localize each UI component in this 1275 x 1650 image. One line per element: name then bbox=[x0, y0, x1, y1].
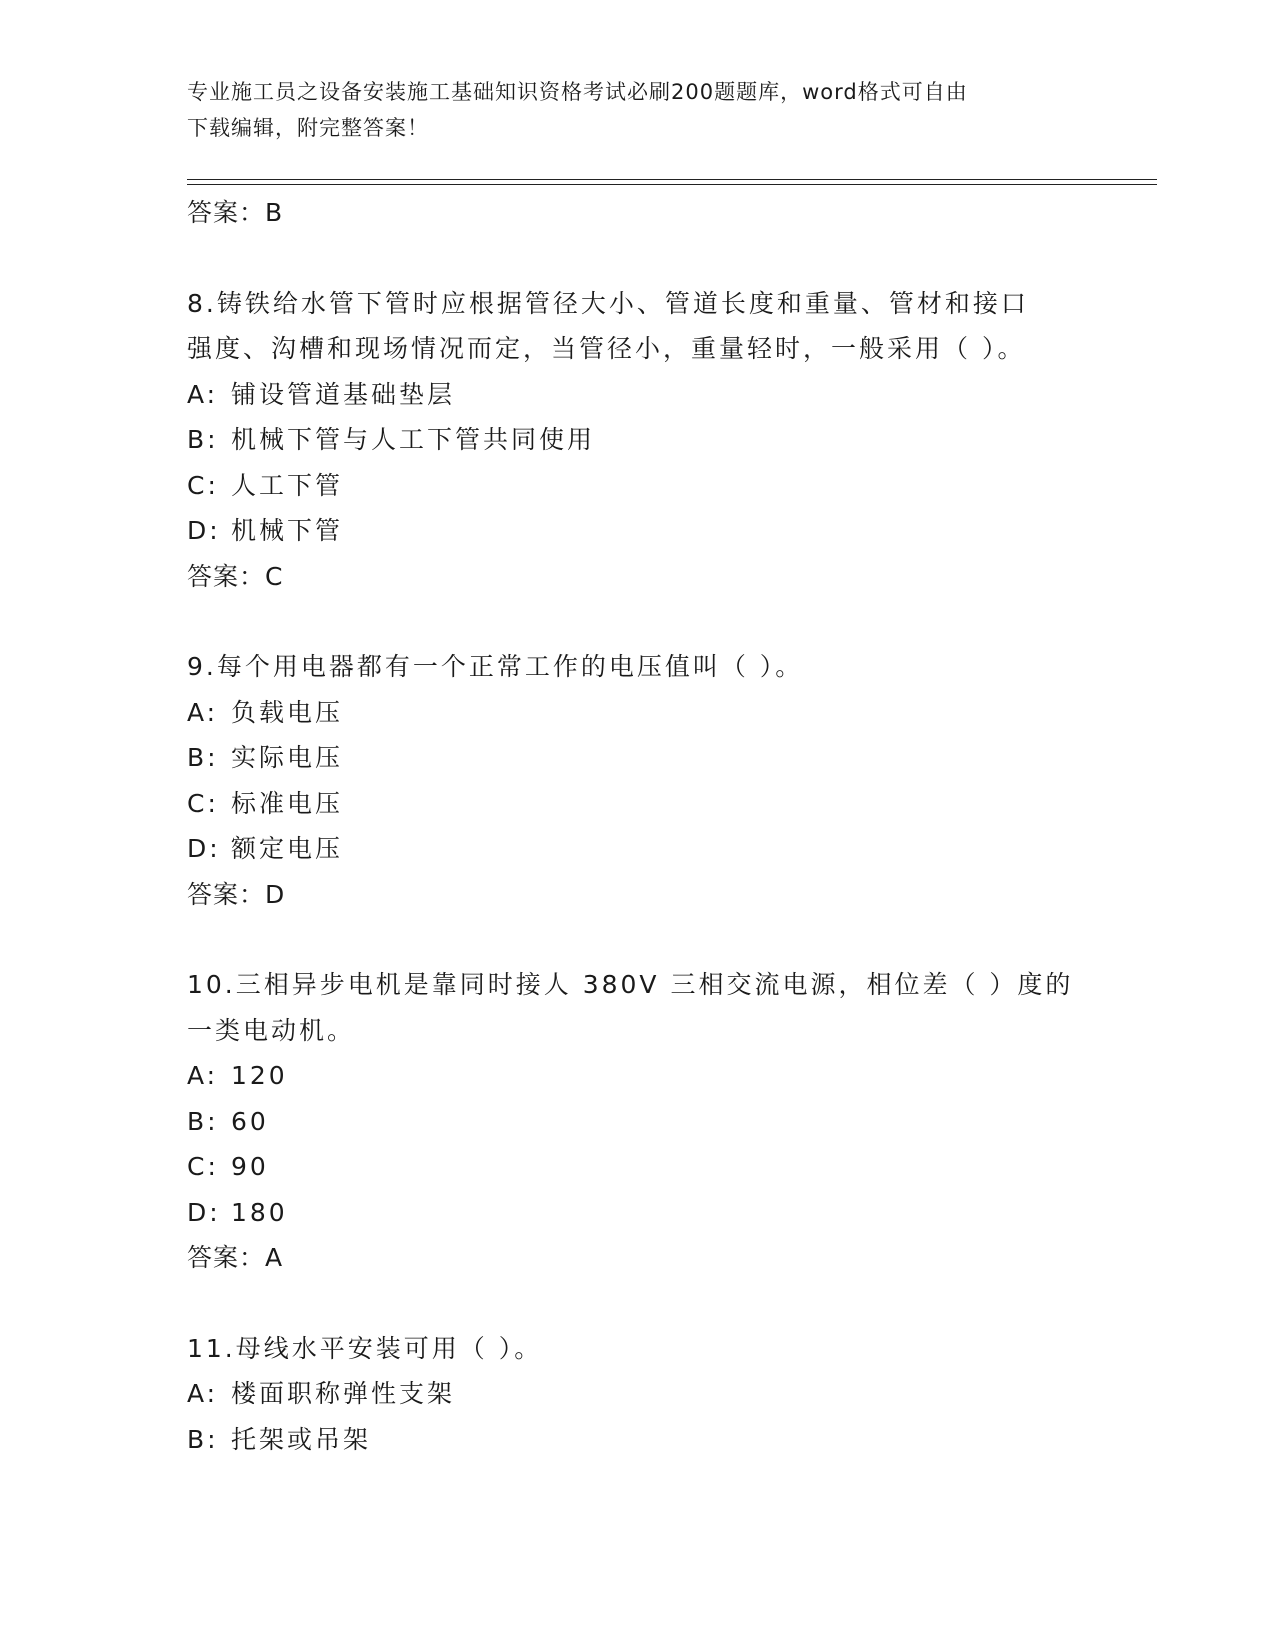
header-divider-top bbox=[187, 179, 1157, 180]
question-8 bbox=[187, 281, 1087, 600]
option-d bbox=[187, 508, 1087, 554]
option-key: A: bbox=[187, 697, 219, 727]
option-key: D: bbox=[187, 834, 221, 863]
option-text: 机械下管 bbox=[231, 516, 344, 545]
option-b bbox=[187, 735, 1087, 781]
option-text: 实际电压 bbox=[231, 743, 344, 772]
option-text: 180 bbox=[231, 1197, 288, 1227]
option-key: C: bbox=[187, 1152, 219, 1181]
option-key: B: bbox=[187, 1424, 219, 1454]
option-d bbox=[187, 1190, 1087, 1236]
option-text: 60 bbox=[231, 1106, 269, 1136]
question-content bbox=[187, 190, 1087, 1462]
option-key: B: bbox=[187, 743, 219, 772]
document-header bbox=[187, 74, 1087, 146]
option-key: D: bbox=[187, 516, 221, 545]
option-c bbox=[187, 1144, 1087, 1190]
option-text: 90 bbox=[231, 1152, 269, 1181]
option-key: B: bbox=[187, 1106, 219, 1136]
option-a bbox=[187, 1053, 1087, 1099]
spacer bbox=[187, 1281, 1087, 1326]
option-text: 人工下管 bbox=[231, 470, 344, 500]
option-key: C: bbox=[187, 788, 219, 818]
option-key: D: bbox=[187, 1197, 221, 1227]
question-stem: 10.三相异步电机是靠同时接人 380V 三相交流电源，相位差（ ）度的 bbox=[187, 970, 1074, 999]
option-a bbox=[187, 372, 1087, 418]
previous-answer: 答案：B bbox=[187, 198, 284, 227]
question-answer: 答案：C bbox=[187, 561, 284, 591]
option-b bbox=[187, 1099, 1087, 1145]
spacer bbox=[187, 599, 1087, 644]
question-10 bbox=[187, 962, 1087, 1281]
option-text: 标准电压 bbox=[231, 788, 344, 818]
option-a bbox=[187, 1371, 1087, 1417]
option-key: A: bbox=[187, 1061, 219, 1090]
option-text: 铺设管道基础垫层 bbox=[231, 379, 456, 409]
question-stem: 8.铸铁给水管下管时应根据管径大小、管道长度和重量、管材和接口 bbox=[187, 288, 1029, 318]
spacer bbox=[187, 236, 1087, 281]
question-stem: 9.每个用电器都有一个正常工作的电压值叫（ ）。 bbox=[187, 652, 804, 681]
option-b bbox=[187, 1417, 1087, 1463]
option-key: A: bbox=[187, 379, 219, 409]
option-text: 楼面职称弹性支架 bbox=[231, 1379, 456, 1408]
option-b bbox=[187, 417, 1087, 463]
option-text: 机械下管与人工下管共同使用 bbox=[231, 425, 596, 454]
question-stem: 强度、沟槽和现场情况而定，当管径小，重量轻时，一般采用（ ）。 bbox=[187, 334, 1026, 363]
question-stem: 11.母线水平安装可用（ ）。 bbox=[187, 1333, 543, 1363]
question-9 bbox=[187, 644, 1087, 917]
option-key: A: bbox=[187, 1379, 219, 1408]
question-11 bbox=[187, 1326, 1087, 1463]
header-line-1: 专业施工员之设备安装施工基础知识资格考试必刷200题题库，word格式可自由 bbox=[187, 80, 968, 104]
header-divider-bottom bbox=[187, 184, 1157, 185]
option-text: 额定电压 bbox=[231, 834, 344, 863]
option-d bbox=[187, 826, 1087, 872]
option-text: 120 bbox=[231, 1061, 288, 1090]
option-text: 负载电压 bbox=[231, 697, 344, 727]
question-answer: 答案：D bbox=[187, 879, 286, 909]
spacer bbox=[187, 917, 1087, 962]
option-key: C: bbox=[187, 470, 219, 500]
question-stem: 一类电动机。 bbox=[187, 1015, 356, 1045]
question-answer: 答案：A bbox=[187, 1243, 284, 1272]
option-c bbox=[187, 781, 1087, 827]
option-text: 托架或吊架 bbox=[231, 1424, 372, 1454]
option-c bbox=[187, 463, 1087, 509]
option-a bbox=[187, 690, 1087, 736]
option-key: B: bbox=[187, 425, 219, 454]
header-line-2: 下载编辑，附完整答案！ bbox=[187, 116, 429, 140]
